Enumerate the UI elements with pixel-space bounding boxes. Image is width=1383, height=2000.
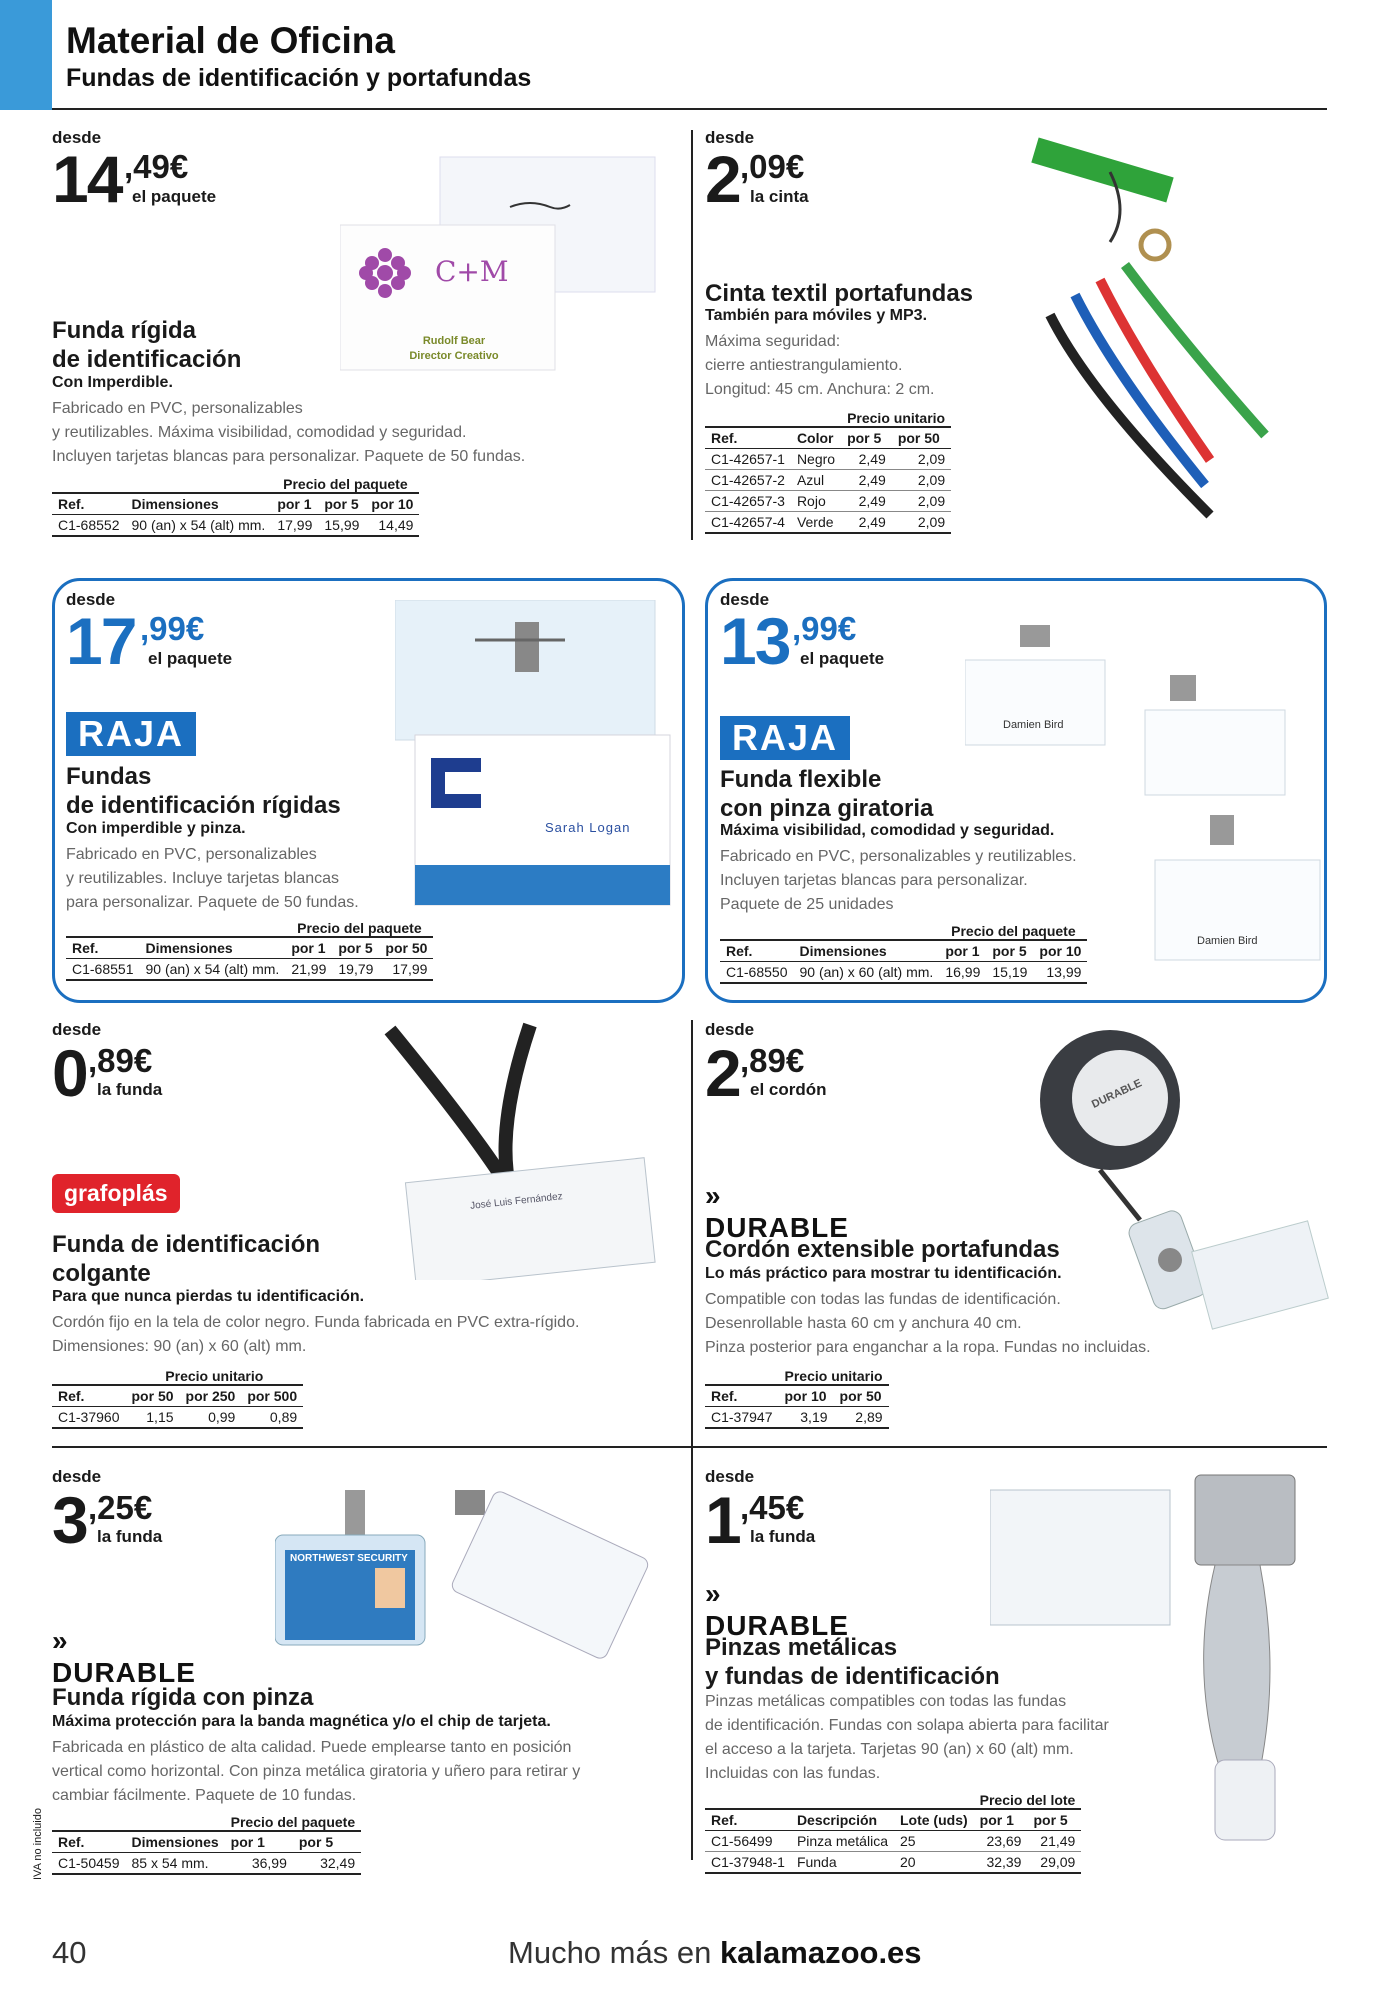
table-row [705,470,951,491]
desc-line: Cordón fijo en la tela de color negro. Funda fabricada en PVC extra-rígido. [52,1314,580,1331]
td: 29,09 [1027,1852,1081,1874]
product-title [52,316,241,375]
column-divider [691,130,693,540]
table-row [52,1407,303,1429]
page-number: 40 [52,1935,87,1970]
td: C1-42657-4 [705,512,791,534]
desde-label: desde [52,128,102,147]
product-title [720,765,933,824]
title-line: de identificación [52,346,242,374]
desc-line: para personalizar. Paquete de 50 fundas. [66,894,359,911]
desde-label: desde [52,1020,102,1039]
desde-label: desde [66,590,116,609]
durable-chevron-icon: » [705,1180,722,1211]
td: 36,99 [225,1853,293,1875]
desde-label: desde [52,1467,102,1486]
td: 21,49 [1027,1831,1081,1852]
th: por 1 [939,940,986,962]
page-title: Material de Oficina [66,20,395,61]
durable-chevron-icon: » [705,1578,722,1609]
td: 90 (an) x 54 (alt) mm. [140,959,286,981]
product-subtitle: Para que nunca pierdas tu identificación. [52,1288,365,1305]
th: Dimensiones [126,493,272,515]
product-subtitle: Máxima visibilidad, comodidad y seguridad. [720,822,1055,839]
table-caption: Precio unitario [847,410,946,426]
desc-line: Compatible con todas las fundas de identificación. [705,1291,1061,1308]
table-row [52,515,419,537]
td: 17,99 [271,515,318,537]
table-row [720,962,1087,984]
th: por 1 [974,1809,1028,1831]
th: por 50 [379,937,433,959]
th: Ref. [705,1809,791,1831]
td: Pinza metálica [791,1831,894,1852]
price-unit: la funda [97,1527,163,1546]
title-line: de identificación rígidas [66,792,341,820]
td: 0,89 [241,1407,303,1429]
brand-name: DURABLE [705,1610,849,1641]
td: 21,99 [285,959,332,981]
price-decimal: ,89€ [740,1042,805,1079]
price-integer: 1 [705,1483,740,1557]
th: por 500 [241,1385,303,1407]
table-row [705,449,951,470]
table-row [705,1407,889,1429]
price-unit: la funda [750,1527,816,1546]
product-description [52,1736,580,1808]
th: por 10 [779,1385,834,1407]
table-caption: Precio del paquete [283,476,408,492]
product-image [370,1020,670,1280]
reel-logo: DURABLE [1089,1077,1144,1111]
desc-line: Desenrollable hasta 60 cm y anchura 40 cm. [705,1315,1022,1332]
footer-text: Mucho más en [508,1935,720,1970]
price-unit: el cordón [750,1080,827,1099]
table-caption: Precio unitario [165,1368,264,1384]
price-integer: 14 [52,142,122,216]
td: 13,99 [1033,962,1087,984]
desde-label: desde [720,590,770,609]
td: 2,49 [841,491,892,512]
section-tab [0,0,52,110]
td: C1-56499 [705,1831,791,1852]
td: 1,15 [126,1407,180,1429]
td: 2,49 [841,449,892,470]
price-integer: 2 [705,142,740,216]
grafoplas-logo: grafoplás [52,1174,180,1213]
price-unit: la funda [97,1080,163,1099]
product-image [275,1480,675,1680]
table-caption: Precio del paquete [297,920,422,936]
td: C1-42657-3 [705,491,791,512]
price-table [705,1366,889,1429]
td: 2,49 [841,512,892,534]
th: por 50 [892,427,951,449]
card-name: Damien Bird [1003,719,1064,731]
th: Color [791,427,841,449]
price-decimal: ,49€ [124,148,189,185]
td: C1-68551 [66,959,140,981]
product-description [705,1690,1109,1786]
table-row [705,1831,1081,1852]
product-image [340,155,660,390]
th: por 1 [225,1831,293,1853]
price-integer: 2 [705,1036,740,1110]
title-line: Fundas [66,763,152,790]
price-decimal: ,99€ [792,610,857,647]
th: Ref. [66,937,140,959]
product-subtitle: Con imperdible y pinza. [66,820,246,837]
card-name: Rudolf Bear [422,335,486,347]
td: 32,39 [974,1852,1028,1874]
desc-line: cambiar fácilmente. Paquete de 10 fundas. [52,1787,357,1804]
td: 20 [894,1852,974,1874]
page-subtitle: Fundas de identificación y portafundas [66,64,532,92]
row-divider [52,1446,1327,1448]
card-name: Damien Bird [1197,935,1258,947]
td: 2,09 [892,512,951,534]
tax-note: IVA no incluido [32,1808,44,1880]
th: por 1 [271,493,318,515]
price-unit: la cinta [750,187,809,206]
th: Ref. [705,1385,779,1407]
desc-line: Fabricado en PVC, personalizables y reutilizables. [720,848,1077,865]
desc-line: Fabricada en plástico de alta calidad. Puede emplearse tanto en posición [52,1739,572,1756]
price-unit: el paquete [148,649,233,668]
desc-line: Incluyen tarjetas blancas para personalizar. [720,872,1028,889]
price-integer: 0 [52,1036,87,1110]
desc-line: Incluidas con las fundas. [705,1765,881,1782]
td: Negro [791,449,841,470]
table-caption: Precio del lote [979,1792,1076,1808]
card-name: José Luis Fernández [469,1191,564,1212]
desc-line: Paquete de 25 unidades [720,896,894,913]
durable-chevron-icon: » [52,1625,69,1656]
th: por 5 [841,427,892,449]
product-description [52,1311,579,1359]
td: C1-68550 [720,962,794,984]
price-decimal: ,45€ [740,1489,805,1526]
th: por 50 [126,1385,180,1407]
card-name: Sarah Logan [545,820,631,835]
title-line: Funda rígida [52,317,196,344]
td: Verde [791,512,841,534]
td: C1-37948-1 [705,1852,791,1874]
desde-label: desde [705,128,755,147]
th: Dimensiones [794,940,940,962]
brand-name: DURABLE [52,1657,196,1688]
brand-name: DURABLE [705,1212,849,1243]
card-role: Director Creativo [409,350,499,362]
price-integer: 13 [720,604,790,678]
th: Dimensiones [126,1831,225,1853]
product-subtitle: Máxima protección para la banda magnética y/o el chip de tarjeta. [52,1713,551,1730]
product-title: Funda rígida con pinza [52,1684,314,1711]
lanyard-image [990,130,1330,540]
th: Ref. [705,427,791,449]
price-integer: 17 [66,604,136,678]
td: 0,99 [180,1407,242,1429]
td: 23,69 [974,1831,1028,1852]
price-table [52,1366,303,1429]
th: por 5 [986,940,1033,962]
td: 2,49 [841,470,892,491]
th: Ref. [52,493,126,515]
th: por 1 [285,937,332,959]
product-description [720,845,1077,917]
th: Ref. [52,1831,126,1853]
product-title [705,1633,1000,1692]
desc-line: Máxima seguridad: [705,333,841,350]
td: 2,09 [892,470,951,491]
table-row [52,1853,361,1875]
price-table [720,921,1087,984]
price-table [52,474,419,537]
td: 16,99 [939,962,986,984]
title-line: y fundas de identificación [705,1663,1000,1691]
td: 90 (an) x 54 (alt) mm. [126,515,272,537]
product-image [395,600,675,910]
desc-line: Fabricado en PVC, personalizables [52,400,303,417]
th: por 250 [180,1385,242,1407]
title-line: con pinza giratoria [720,795,934,823]
th: Lote (uds) [894,1809,974,1831]
desc-line: y reutilizables. Máxima visibilidad, comodidad y seguridad. [52,424,467,441]
header-divider [52,108,1327,110]
column-divider [691,1020,693,1860]
price-decimal: ,09€ [740,148,805,185]
durable-logo [52,1625,196,1689]
product-title: Cinta textil portafundas [705,280,974,307]
desc-line: cierre antiestrangulamiento. [705,357,903,374]
price-decimal: ,25€ [88,1489,153,1526]
td: C1-42657-2 [705,470,791,491]
td: C1-37947 [705,1407,779,1429]
price-table [705,1790,1081,1874]
desc-line: de identificación. Fundas con solapa abierta para facilitar [705,1717,1109,1734]
product-title: Cordón extensible portafundas [705,1236,1060,1263]
td: 17,99 [379,959,433,981]
th: Dimensiones [140,937,286,959]
product-title [52,1230,320,1289]
table-row [705,491,951,512]
table-row [705,1852,1081,1874]
th: por 5 [332,937,379,959]
table-row [705,512,951,534]
table-caption: Precio del paquete [951,923,1076,939]
desc-line: vertical como horizontal. Con pinza metálica giratoria y uñero para retirar y [52,1763,581,1780]
td: 90 (an) x 60 (alt) mm. [794,962,940,984]
td: C1-37960 [52,1407,126,1429]
desc-line: Fabricado en PVC, personalizables [66,846,317,863]
th: por 50 [834,1385,889,1407]
td: 2,09 [892,449,951,470]
title-line: Pinzas metálicas [705,1634,898,1661]
price-unit: el paquete [800,649,885,668]
td: Azul [791,470,841,491]
product-description [705,330,934,402]
th: por 5 [293,1831,361,1853]
td: C1-68552 [52,515,126,537]
title-line: colgante [52,1260,151,1288]
table-caption: Precio del paquete [230,1814,356,1830]
desc-line: Longitud: 45 cm. Anchura: 2 cm. [705,381,935,398]
price-table [52,1812,361,1875]
desc-line: Dimensiones: 90 (an) x 60 (alt) mm. [52,1338,307,1355]
th: por 5 [318,493,365,515]
td: Rojo [791,491,841,512]
desc-line: Pinzas metálicas compatibles con todas las fundas [705,1693,1067,1710]
price-table [705,408,951,534]
td: 25 [894,1831,974,1852]
td: 32,49 [293,1853,361,1875]
th: Descripción [791,1809,894,1831]
footer-site-link[interactable]: kalamazoo.es [719,1935,922,1970]
td: 2,89 [834,1407,889,1429]
td: 15,99 [318,515,365,537]
table-caption: Precio unitario [784,1368,883,1384]
desde-label: desde [705,1020,755,1039]
td: 15,19 [986,962,1033,984]
price-unit: el paquete [132,187,217,206]
td: C1-42657-1 [705,449,791,470]
desc-line: Incluyen tarjetas blancas para personalizar. Paquete de 50 fundas. [52,448,526,465]
th: Ref. [52,1385,126,1407]
price-integer: 3 [52,1483,87,1557]
title-line: Funda de identificación [52,1231,321,1258]
product-image [1020,1020,1330,1330]
th: por 10 [365,493,419,515]
td: 3,19 [779,1407,834,1429]
raja-logo: RAJA [720,716,850,760]
desde-label: desde [705,1467,755,1486]
title-line: Funda flexible [720,766,882,793]
product-subtitle: Con Imperdible. [52,374,173,391]
footer-tagline [508,1935,922,1971]
td: Funda [791,1852,894,1874]
td: 85 x 54 mm. [126,1853,225,1875]
product-subtitle: También para móviles y MP3. [705,307,928,324]
product-description [66,843,359,915]
td: 14,49 [365,515,419,537]
price-table [66,918,433,981]
td: C1-50459 [52,1853,126,1875]
desc-line: y reutilizables. Incluye tarjetas blancas [66,870,340,887]
th: por 10 [1033,940,1087,962]
desc-line: Pinza posterior para enganchar a la ropa. Fundas no incluidas. [705,1339,1151,1356]
product-description [52,397,525,469]
product-title [66,762,341,821]
raja-logo: RAJA [66,712,196,756]
table-row [66,959,433,981]
product-description [705,1288,1151,1360]
td: 19,79 [332,959,379,981]
th: Ref. [720,940,794,962]
price-decimal: ,99€ [140,610,205,647]
product-subtitle: Lo más práctico para mostrar tu identificación. [705,1265,1062,1282]
card-title: NORTHWEST SECURITY [290,1553,408,1564]
price-decimal: ,89€ [88,1042,153,1079]
card-logo-text: C+M [435,255,509,288]
desc-line: el acceso a la tarjeta. Tarjetas 90 (an) x 60 (alt) mm. [705,1741,1074,1758]
td: 2,09 [892,491,951,512]
th: por 5 [1027,1809,1081,1831]
